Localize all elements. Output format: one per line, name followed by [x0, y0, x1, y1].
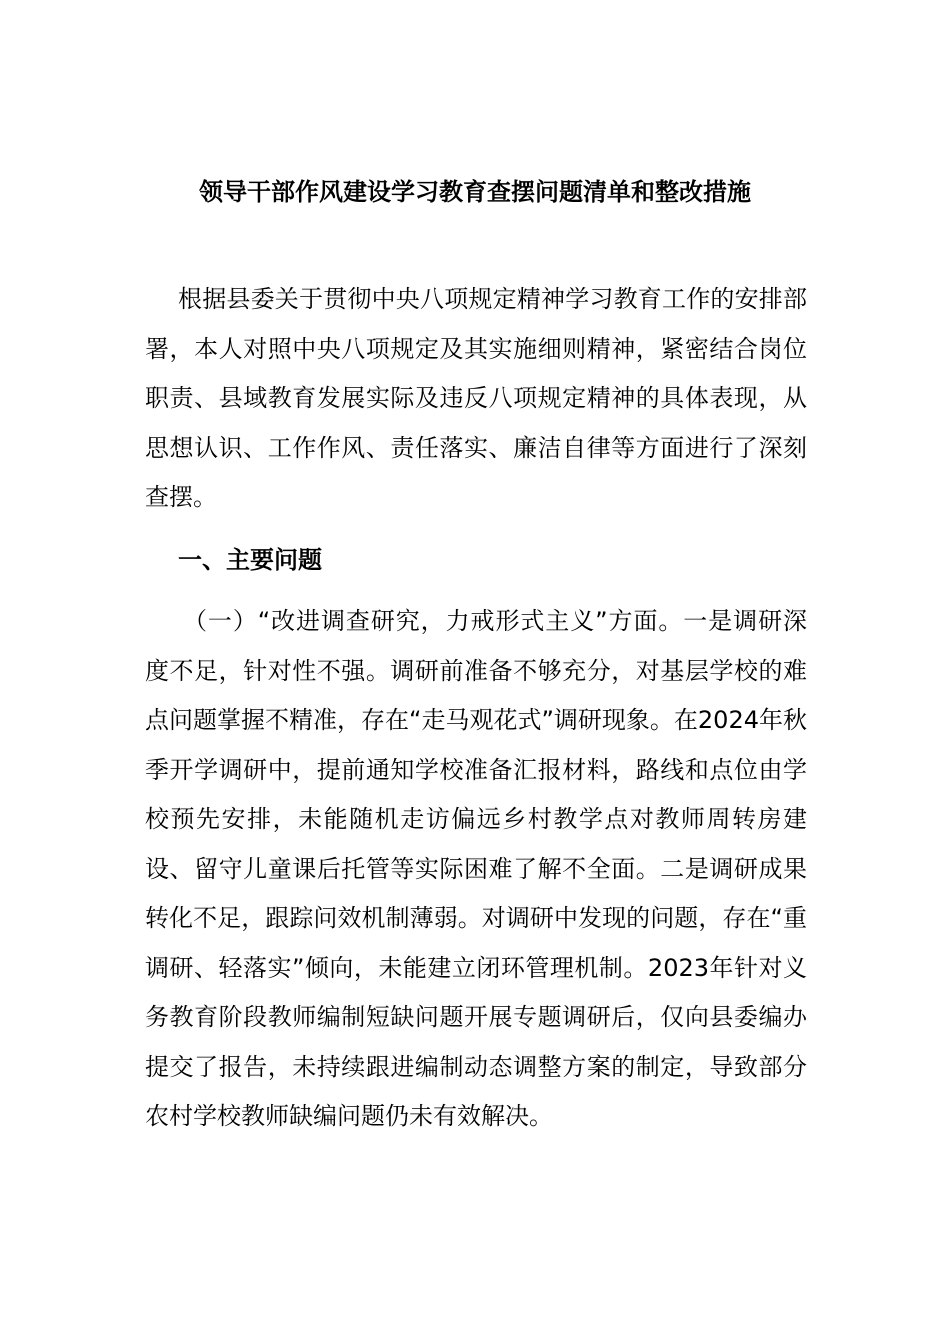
section-paragraph: （一）“改进调查研究，力戒形式主义”方面。一是调研深度不足，针对性不强。调研前准备不够充分，对基层学校的难点问题掌握不精准，存在“走马观花式”调研现象。在2024年秋季开学调研中，提前通知学校准备汇报材料，路线和点位由学校预先安排，未能随机走访偏远乡村教学点对教师周转房建设、留守儿童课后托管等实际困难了解不全面。二是调研成果转化不足，跟踪问效机制薄弱。对调研中发现的问题，存在“重调研、轻落实”倾向，未能建立闭环管理机制。2023年针对义务教育阶段教师编制短缺问题开展专题调研后，仅向县委编办提交了报告，未持续跟进编制动态调整方案的制定，导致部分农村学校教师缺编问题仍未有效解决。: [145, 607, 807, 1130]
intro-paragraph: 根据县委关于贯彻中央八项规定精神学习教育工作的安排部署，本人对照中央八项规定及其实施细则精神，紧密结合岗位职责、县域教育发展实际及违反八项规定精神的具体表现，从思想认识、工作作风、责任落实、廉洁自律等方面进行了深刻查摆。: [145, 285, 807, 511]
document-title: 领导干部作风建设学习教育查摆问题清单和整改措施: [199, 178, 751, 207]
section-heading: 一、主要问题: [178, 546, 322, 574]
